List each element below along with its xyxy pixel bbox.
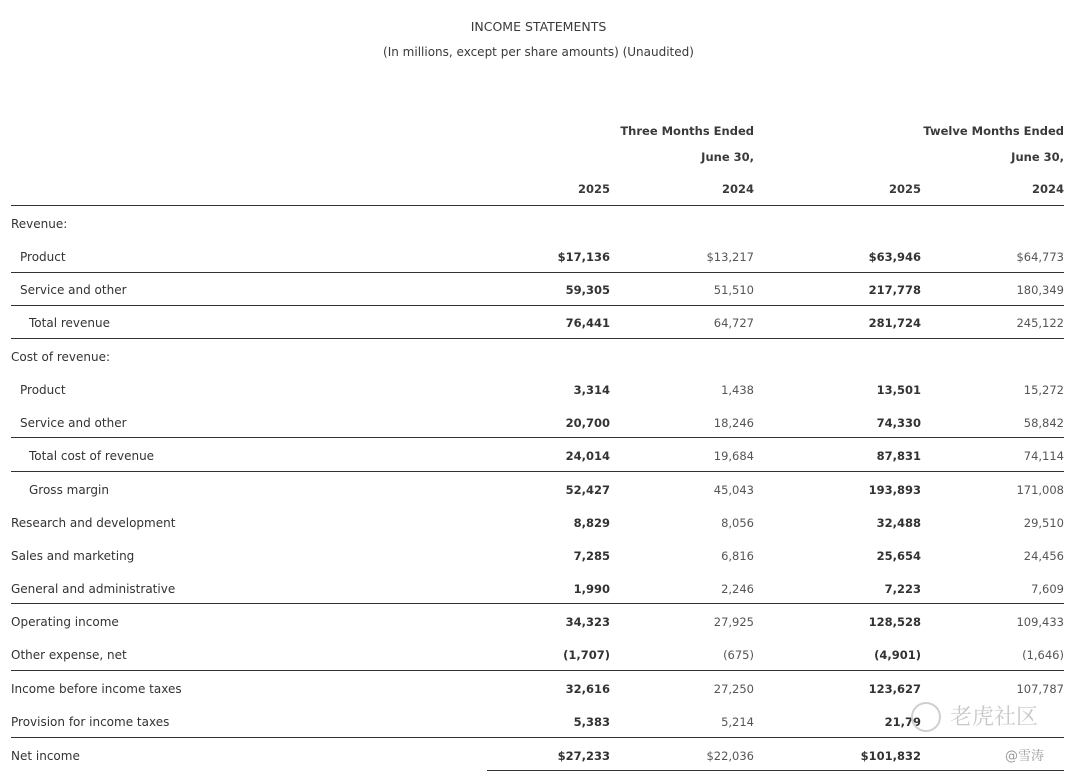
row-label: Cost of revenue: bbox=[11, 349, 111, 364]
cell-value: 59,305 bbox=[565, 282, 610, 297]
watermark-logo-icon bbox=[911, 702, 941, 732]
cell-value: 7,285 bbox=[573, 548, 610, 563]
row-divider bbox=[11, 471, 1064, 472]
cell-value: $27,233 bbox=[557, 748, 610, 763]
row-label: Net income bbox=[11, 748, 80, 763]
header-twelve-date: June 30, bbox=[1011, 150, 1064, 164]
cell-value: 8,056 bbox=[721, 515, 754, 530]
row-label: Service and other bbox=[20, 415, 127, 430]
row-label: Service and other bbox=[20, 282, 127, 297]
cell-value: 27,250 bbox=[713, 681, 754, 696]
cell-value: 34,323 bbox=[565, 614, 610, 629]
cell-value: 8,829 bbox=[573, 515, 610, 530]
cell-value: 3,314 bbox=[573, 382, 610, 397]
row-label: Total cost of revenue bbox=[29, 448, 155, 463]
row-label: Operating income bbox=[11, 614, 119, 629]
row-label: Other expense, net bbox=[11, 647, 127, 662]
cell-value: 24,014 bbox=[565, 448, 610, 463]
cell-value: 32,616 bbox=[565, 681, 610, 696]
table-row bbox=[11, 340, 1064, 373]
cell-value: 193,893 bbox=[868, 482, 921, 497]
table-row bbox=[11, 539, 1064, 572]
table-row bbox=[11, 306, 1064, 339]
header-rule bbox=[11, 205, 1064, 206]
cell-value: 24,456 bbox=[1023, 548, 1064, 563]
cell-value: $64,773 bbox=[1016, 249, 1064, 264]
header-year: 2025 bbox=[888, 182, 921, 196]
header-twelve-months: Twelve Months Ended bbox=[923, 124, 1064, 138]
cell-value: 21,79 bbox=[884, 714, 921, 729]
cell-value: (1,646) bbox=[1022, 647, 1064, 662]
cell-value: 2,246 bbox=[721, 581, 754, 596]
row-divider bbox=[11, 670, 1064, 671]
cell-value: 27,925 bbox=[713, 614, 754, 629]
cell-value: 45,043 bbox=[713, 482, 754, 497]
cell-value: 15,272 bbox=[1023, 382, 1064, 397]
cell-value: 74,114 bbox=[1023, 448, 1064, 463]
table-row bbox=[11, 705, 1064, 738]
row-divider bbox=[11, 737, 1064, 738]
cell-value: 58,842 bbox=[1023, 415, 1064, 430]
cell-value: 281,724 bbox=[868, 315, 921, 330]
row-divider bbox=[11, 437, 1064, 438]
cell-value: 123,627 bbox=[868, 681, 921, 696]
row-divider bbox=[11, 305, 1064, 306]
cell-value: $63,946 bbox=[868, 249, 921, 264]
cell-value: 245,122 bbox=[1016, 315, 1064, 330]
cell-value: 217,778 bbox=[868, 282, 921, 297]
header-year: 2024 bbox=[721, 182, 754, 196]
row-divider bbox=[11, 338, 1064, 339]
table-row bbox=[11, 638, 1064, 671]
row-label: Income before income taxes bbox=[11, 681, 182, 696]
statement-subtitle: (In millions, except per share amounts) (Unaudited) bbox=[383, 45, 694, 59]
cell-value: $17,136 bbox=[557, 249, 610, 264]
cell-value: 76,441 bbox=[565, 315, 610, 330]
header-three-date: June 30, bbox=[701, 150, 754, 164]
row-label: General and administrative bbox=[11, 581, 176, 596]
watermark-text: 老虎社区 bbox=[950, 705, 1039, 730]
cell-value: (1,707) bbox=[563, 647, 610, 662]
statement-title: INCOME STATEMENTS bbox=[470, 19, 607, 34]
cell-value: 18,246 bbox=[713, 415, 754, 430]
header-three-months: Three Months Ended bbox=[620, 124, 754, 138]
cell-value: 64,727 bbox=[713, 315, 754, 330]
cell-value: 180,349 bbox=[1016, 282, 1064, 297]
cell-value: 7,609 bbox=[1031, 581, 1064, 596]
cell-value: 7,223 bbox=[884, 581, 921, 596]
cell-value: 87,831 bbox=[876, 448, 921, 463]
cell-value: 25,654 bbox=[876, 548, 921, 563]
watermark-handle: @雪涛 bbox=[1005, 749, 1045, 764]
cell-value: (675) bbox=[723, 647, 754, 662]
table-row bbox=[11, 506, 1064, 539]
table-row bbox=[11, 572, 1064, 605]
cell-value: 32,488 bbox=[876, 515, 921, 530]
cell-value: 171,008 bbox=[1016, 482, 1064, 497]
table-row bbox=[11, 473, 1064, 506]
row-label: Total revenue bbox=[29, 315, 110, 330]
table-row bbox=[11, 406, 1064, 439]
cell-value: 5,383 bbox=[573, 714, 610, 729]
row-divider bbox=[11, 603, 1064, 604]
table-row bbox=[11, 739, 1064, 772]
cell-value: 74,330 bbox=[876, 415, 921, 430]
cell-value: 19,684 bbox=[713, 448, 754, 463]
row-label: Revenue: bbox=[11, 216, 68, 231]
cell-value: 109,433 bbox=[1016, 614, 1064, 629]
row-label: Gross margin bbox=[29, 482, 109, 497]
cell-value: (4,901) bbox=[874, 647, 921, 662]
header-year: 2024 bbox=[1031, 182, 1064, 196]
table-row bbox=[11, 605, 1064, 638]
cell-value: $13,217 bbox=[706, 249, 754, 264]
cell-value: 29,510 bbox=[1023, 515, 1064, 530]
cell-value: $101,832 bbox=[860, 748, 921, 763]
cell-value: 5,214 bbox=[721, 714, 754, 729]
cell-value: 51,510 bbox=[713, 282, 754, 297]
cell-value: 52,427 bbox=[565, 482, 610, 497]
cell-value: 13,501 bbox=[876, 382, 921, 397]
cell-value: 1,990 bbox=[573, 581, 610, 596]
table-row bbox=[11, 373, 1064, 406]
cell-value: 20,700 bbox=[565, 415, 610, 430]
cell-value: 1,438 bbox=[721, 382, 754, 397]
cell-value: 128,528 bbox=[868, 614, 921, 629]
cell-value: $22,036 bbox=[706, 748, 754, 763]
row-divider bbox=[11, 272, 1064, 273]
table-row bbox=[11, 207, 1064, 240]
row-label: Product bbox=[20, 382, 66, 397]
bottom-rule bbox=[487, 770, 1064, 771]
table-row bbox=[11, 240, 1064, 273]
table-row bbox=[11, 672, 1064, 705]
row-label: Provision for income taxes bbox=[11, 714, 170, 729]
header-year: 2025 bbox=[577, 182, 610, 196]
table-row bbox=[11, 273, 1064, 306]
row-label: Sales and marketing bbox=[11, 548, 135, 563]
table-row bbox=[11, 439, 1064, 472]
row-label: Product bbox=[20, 249, 66, 264]
cell-value: 6,816 bbox=[721, 548, 754, 563]
row-label: Research and development bbox=[11, 515, 176, 530]
cell-value: 107,787 bbox=[1016, 681, 1064, 696]
